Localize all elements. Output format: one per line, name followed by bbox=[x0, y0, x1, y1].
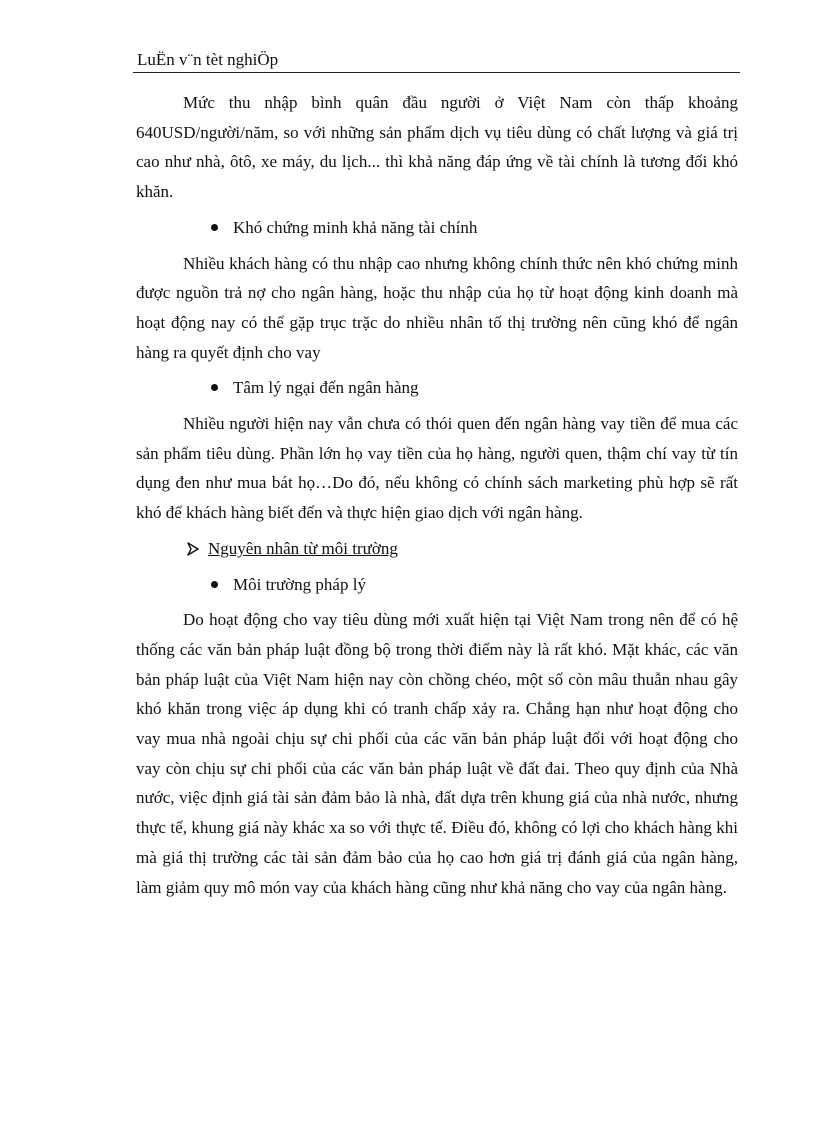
arrow-bullet-icon bbox=[186, 542, 200, 556]
header-title: LuËn v¨n tèt nghiÖp bbox=[137, 50, 279, 69]
bullet-label: Khó chứng minh khả năng tài chính bbox=[233, 217, 478, 237]
bullet-dot-icon bbox=[211, 224, 218, 231]
bullet-item-bank-reluctance bbox=[136, 373, 738, 403]
bullet-item-financial-proof bbox=[136, 213, 738, 243]
section-heading-label: Nguyên nhân từ môi trường bbox=[208, 538, 398, 558]
paragraph-income: Mức thu nhập bình quân đầu người ở Việt Nam còn thấp khoảng 640USD/người/năm, so với những sản phẩm dịch vụ tiêu dùng có chất lượng và giá trị cao như nhà, ôtô, xe máy, du lịch... thì khả năng đáp ứng về tài chính là tương đối khó khăn. bbox=[136, 93, 738, 202]
section-heading-environment bbox=[136, 534, 738, 564]
document-body bbox=[136, 88, 738, 902]
paragraph-bank-reluctance: Nhiều người hiện nay vẫn chưa có thói quen đến ngân hàng vay tiền để mua các sản phẩm tiêu dùng. Phần lớn họ vay tiền của họ hàng, người quen, thậm chí vay từ tín dụng đen như mua bát họ…Do đó, nếu không có chính sách marketing phù hợp sẽ rất khó để khách hàng biết đến và thực hiện giao dịch với ngân hàng. bbox=[136, 414, 738, 523]
paragraph-legal-environment: Do hoạt động cho vay tiêu dùng mới xuất hiện tại Việt Nam trong nên để có hệ thống các văn bản pháp luật đồng bộ trong thời điểm này là rất khó. Mặt khác, các văn bản pháp luật của Việt Nam hiện nay còn chồng chéo, một số còn mâu thuẫn nhau gây khó khăn trong việc áp dụng khi có tranh chấp xảy ra. Chẳng hạn như hoạt động cho vay mua nhà ngoài chịu sự chi phối của các văn bản pháp luật đối với hoạt động cho vay còn chịu sự chi phối của các văn bản pháp luật về đất đai. Theo quy định của Nhà nước, việc định giá tài sản đảm bảo là nhà, đất dựa trên khung giá của nhà nước, nhưng thực tế, khung giá này khác xa so với thực tế. Điều đó, không có lợi cho khách hàng khi mà giá thị trường các tài sản đảm bảo của họ cao hơn giá trị đánh giá của ngân hàng, làm giảm quy mô món vay của khách hàng cũng như khả năng cho vay của ngân hàng. bbox=[136, 610, 738, 897]
paragraph-financial-proof: Nhiều khách hàng có thu nhập cao nhưng không chính thức nên khó chứng minh được nguồn trả nợ cho ngân hàng, hoặc thu nhập của họ từ hoạt động kinh doanh mà hoạt động nay có thể gặp trục trặc do nhiều nhân tố thị trường nên cũng khó để ngân hàng ra quyết định cho vay bbox=[136, 253, 738, 362]
bullet-label: Môi trường pháp lý bbox=[233, 574, 366, 594]
page-header bbox=[133, 50, 740, 73]
bullet-item-legal-environment bbox=[136, 570, 738, 600]
bullet-dot-icon bbox=[211, 384, 218, 391]
bullet-dot-icon bbox=[211, 581, 218, 588]
bullet-label: Tâm lý ngại đến ngân hàng bbox=[233, 378, 419, 398]
